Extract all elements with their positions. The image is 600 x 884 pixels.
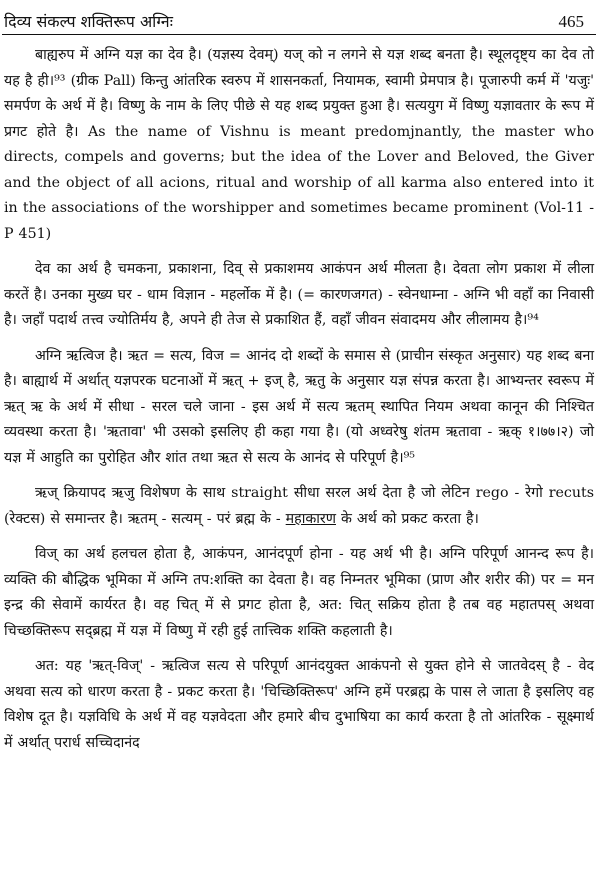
underlined-term: महाकारण xyxy=(285,510,336,527)
paragraph-text: विज् का अर्थ हलचल होता है, आकंपन, आनंदपूर्ण होना - यह अर्थ भी है। अग्नि परिपूर्ण आनन्द रूप है। व्यक्ति की बौद्धिक भूमिका में अग्नि तप:शक्ति का देवता है। वह निम्नतर भूमिका (प्राण और शरीर की) पर = मन इन्द्र की सेवामें कार्यरत है। वह चित् में से प्रगट होता है, अत: चित् सक्रिय होता है तब वह महातपस् अथवा चिच्छक्तिरूप सद्ब्रह्म में यज्ञ में विष्णु में रही हुई तात्त्विक शक्ति कहलाती है। xyxy=(4,546,594,639)
paragraph-text: देव का अर्थ है चमकना, प्रकाशना, दिव् से प्रकाशमय आकंपन अर्थ मीलता है। देवता लोग प्रकाश में लीला करतें है। उनका मुख्य घर - धाम विज्ञान - महर्लोक में है। (= कारणजगत) - स्वेनधाम्ना - अग्नि भी वहाँ का निवासी है। जहाँ पदार्थ तत्त्व ज्योतिर्मय है, अपने ही तेज से प्रकाशित हैं, वहाँ जीवन संवादमय और लीलामय है।⁹⁴ xyxy=(4,261,594,328)
paragraph-text-before: ऋज् क्रियापद ऋजु विशेषण के साथ straight सीधा सरल अर्थ देता है जो लेटिन rego - रेगो recuts (रेक्टस) से समान्तर है। ऋतम् - सत्यम् - परं ब्रह्म के - xyxy=(4,485,594,527)
paragraph-text: अत: यह 'ऋत्-विज्' - ऋत्विज सत्य से परिपूर्ण आनंदयुक्त आकंपनो से युक्त होने से जातवेदस् है - वेद अथवा सत्य को धारण करता है - प्रकट करता है। 'चिच्छिक्तिरूप' अग्नि हमें परब्रह्म के पास ले जाता है इसलिए वह विशेष दूत है। यज्ञविधि के अर्थ में वह यज्ञवेदता और हमारे बीच दुभाषिया का कार्य करता है तो आंतरिक - सूक्ष्मार्थ में अर्थात् परार्ध सच्चिदानंद xyxy=(4,658,594,751)
paragraph-vij-meaning xyxy=(2,542,596,644)
paragraph-agni-ritvij xyxy=(2,344,596,472)
paragraph-rij-verb xyxy=(2,481,596,532)
paragraph-text: अग्नि ऋत्विज है। ऋत = सत्य, विज = आनंद दो शब्दों के समास से (प्राचीन संस्कृत अनुसार) यह शब्द बना है। बाह्यार्थ में अर्थात् यज्ञपरक घटनाओं में ऋत् + इज् है, ऋतु के अनुसार यज्ञ संपन्न करता है। आभ्यन्तर स्वरूप में ऋत् ऋ के अर्थ में सीधा - सरल चले जाना - इस अर्थ में सत्य ऋतम् स्थापित नियम अथवा कानून की निश्चित व्यवस्था करता है। 'ऋतावा' भी उसको इसलिए ही कहा गया है। (यो अध्वरेषु शंतम ऋतावा - ऋक् १।७७।२) जो यज्ञ में आहुति का पुरोहित और शांत तथा ऋत से सत्य के आनंद से परिपूर्ण है।⁹⁵ xyxy=(4,347,594,466)
paragraph-ritvij-conclusion xyxy=(2,654,596,756)
page-number: 465 xyxy=(558,12,584,31)
paragraph-text-after: के अर्थ को प्रकट करता है। xyxy=(336,510,479,527)
running-header xyxy=(2,0,596,35)
chapter-title: दिव्य संकल्प शक्तिरूप अग्निः xyxy=(4,12,173,31)
paragraph-deva-meaning xyxy=(2,257,596,334)
paragraph-agni-yajna xyxy=(2,43,596,247)
paragraph-text: बाह्यरुप में अग्नि यज्ञ का देव है। (यज्ञस्य देवम्) यज् को न लगने से यज्ञ शब्द बनता है। स्थूलदृष्ट्य का देव तो यह है ही।⁹³ (ग्रीक Pall) किन्तु आंतरिक स्वरुप में शासनकर्ता, नियामक, स्वामी प्रेमपात्र है। पूजारुपी कर्म में 'यजुः' समर्पण के अर्थ में है। विष्णु के नाम के लिए पीछे से यह शब्द प्रयुक्त हुआ है। सत्ययुग में विष्णु यज्ञावतार के रूप में प्रगट होते है। As the name of Vishnu is meant predomjnantly, the master who directs, compels and governs; but the idea of the Lover and Beloved, the Giver and the object of all acions, ritual and worship of all karma also entered into it in the associations of the worshipper and sometimes became prominent (Vol-11 - P 451) xyxy=(4,47,594,242)
